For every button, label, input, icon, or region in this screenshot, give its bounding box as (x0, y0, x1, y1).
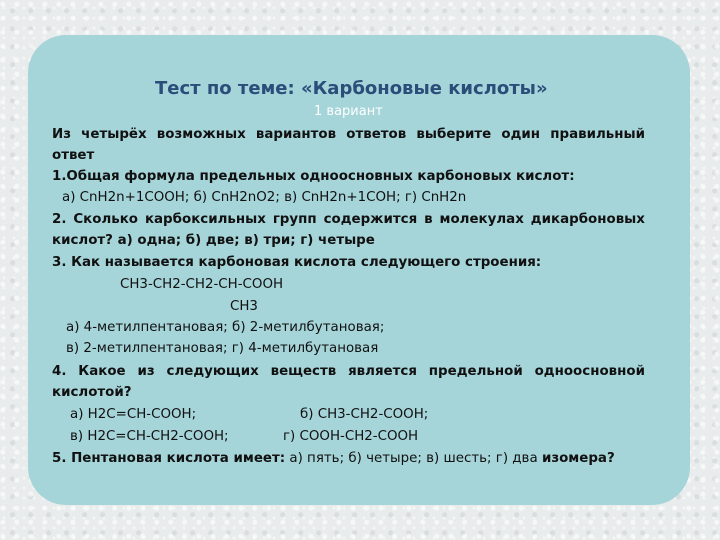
question-5-start: 5. Пентановая кислота имеет: (52, 451, 286, 466)
question-2-word: молекулах (439, 212, 524, 227)
question-3-options-1: а) 4-метилпентановая; б) 2-метилбутановая; (66, 320, 385, 335)
page-title: Тест по теме: «Карбоновые кислоты» (155, 78, 548, 99)
instruction-word: один (501, 127, 541, 142)
question-3-formula-branch: CH3 (230, 299, 258, 314)
question-4-option-v: в) H2C=CH-CH2-COOH; (70, 429, 229, 444)
question-2-options: кислот? а) одна; б) две; в) три; г) четыре (52, 233, 375, 248)
variant-label: 1 вариант (314, 104, 383, 119)
question-4-word: веществ (270, 364, 337, 379)
question-2-word: в (424, 212, 433, 227)
instruction-text (52, 127, 645, 142)
instruction-word: выберите (416, 127, 492, 142)
question-1-options: а) CnH2n+1COOH; б) CnH2nO2; в) CnH2n+1COH; г) CnH2n (62, 190, 467, 205)
instruction-word: четырёх (81, 127, 147, 142)
question-4-end: кислотой? (52, 385, 132, 400)
question-2-word: карбоксильных (144, 212, 266, 227)
question-2-word: Сколько (73, 212, 139, 227)
question-4-word: 4. (52, 364, 67, 379)
question-2-word: 2. (52, 212, 67, 227)
question-4 (52, 364, 645, 379)
instruction-word: правильный (550, 127, 645, 142)
question-4-word: предельной (428, 364, 523, 379)
question-5-options: а) пять; б) четыре; в) шесть; г) два (289, 451, 538, 466)
question-2-word: дикарбоновых (530, 212, 645, 227)
question-3-options-2: в) 2-метилпентановая; г) 4-метилбутановая (66, 341, 379, 356)
instruction-word: ответов (346, 127, 407, 142)
question-4-option-g: г) COOH-CH2-COOH (283, 429, 419, 444)
question-2-word: групп (272, 212, 317, 227)
question-4-option-a: а) H2C=CH-COOH; (70, 407, 197, 422)
question-4-word: одноосновной (534, 364, 645, 379)
question-2-word: содержится (323, 212, 418, 227)
question-2 (52, 212, 645, 227)
instruction-end: ответ (52, 148, 95, 163)
question-4-word: следующих (166, 364, 259, 379)
question-5-end: изомера? (541, 451, 615, 466)
instruction-word: Из (52, 127, 71, 142)
instruction-word: вариантов (255, 127, 337, 142)
question-3: 3. Как называется карбоновая кислота следующего строения: (52, 255, 542, 270)
question-1: 1.Общая формула предельных одноосновных карбоновых кислот: (52, 169, 575, 184)
question-5 (52, 451, 615, 466)
question-4-option-b: б) CH3-CH2-COOH; (300, 407, 429, 422)
question-4-word: является (348, 364, 417, 379)
question-3-formula: CH3-CH2-CH2-CH-COOH (120, 277, 284, 292)
question-4-word: из (137, 364, 155, 379)
question-4-word: Какое (78, 364, 126, 379)
instruction-word: возможных (156, 127, 246, 142)
